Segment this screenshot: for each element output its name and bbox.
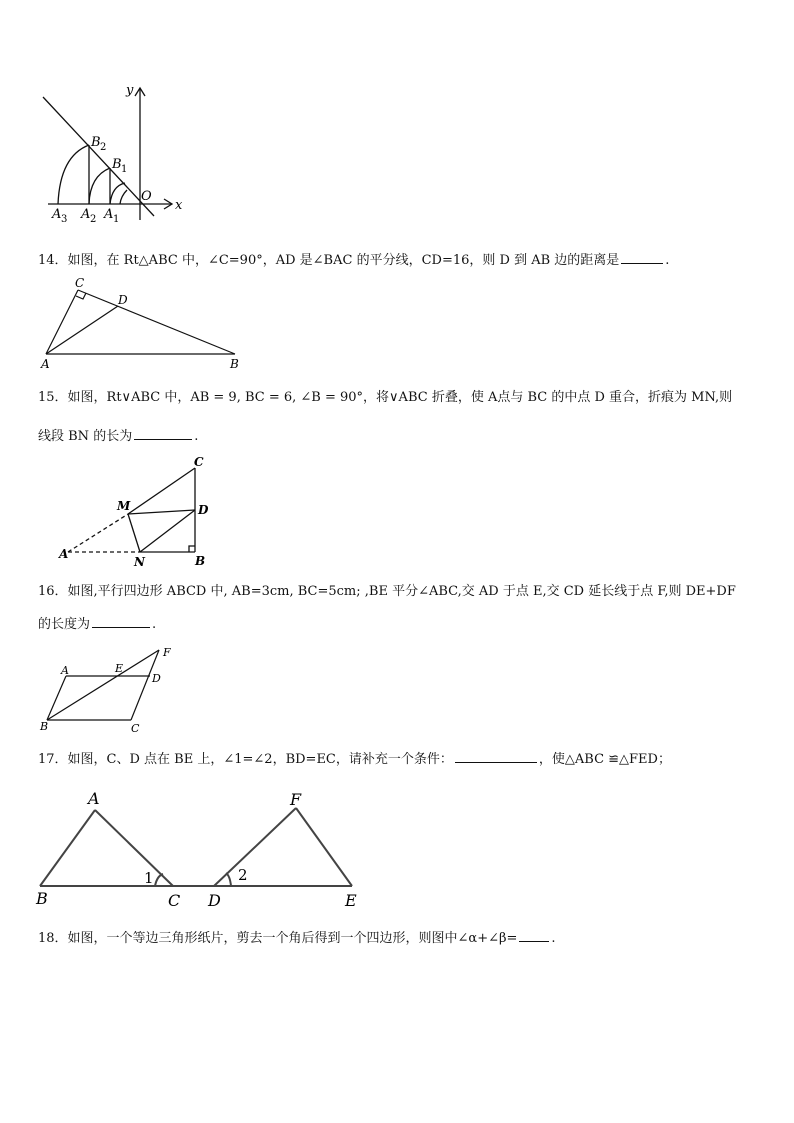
label-N: N [134, 555, 145, 569]
label-C: C [194, 455, 204, 469]
label-A2: A [81, 207, 91, 222]
label-E: E [345, 891, 357, 910]
label-B2: B [91, 135, 101, 150]
label-angle-1: 1 [144, 869, 154, 887]
label-D: D [208, 891, 221, 910]
label-B: B [36, 889, 48, 908]
label-A1: A [104, 207, 114, 222]
answer-blank-14[interactable] [621, 251, 663, 264]
label-D: D [198, 503, 209, 517]
label-C: C [131, 722, 140, 735]
figure-q14 [38, 274, 248, 374]
label-A: A [61, 664, 69, 677]
label-A3: A [52, 207, 62, 222]
label-C: C [75, 276, 85, 290]
answer-blank-16[interactable] [92, 615, 150, 628]
question-15-line2: 线段 BN 的长为 . [38, 429, 199, 444]
figure-q17 [34, 786, 364, 910]
label-B: B [40, 720, 49, 733]
label-C: C [168, 891, 181, 910]
question-14: 14．如图，在 Rt△ABC 中，∠C=90°，AD 是∠BAC 的平分线，CD=16，则 D 到 AB 边的距离是 . [38, 253, 670, 268]
label-angle-2: 2 [238, 866, 248, 884]
answer-blank-17[interactable] [455, 750, 537, 763]
question-14-text: 14．如图，在 Rt△ABC 中，∠C=90°，AD 是∠BAC 的平分线，CD=16，则 D 到 AB 边的距离是 [38, 253, 620, 268]
label-A: A [41, 357, 50, 371]
label-B1: B [112, 157, 122, 172]
label-x: x [175, 198, 183, 213]
label-A: A [88, 789, 100, 808]
question-18: 18．如图，一个等边三角形纸片，剪去一个角后得到一个四边形，则图中∠α+∠β= . [38, 931, 556, 946]
question-16-line2: 的长度为 . [38, 617, 157, 632]
label-B: B [195, 554, 206, 568]
label-F: F [290, 790, 302, 809]
label-B1-sub: 1 [121, 164, 128, 175]
question-17: 17．如图，C、D 点在 BE 上，∠1=∠2，BD=EC，请补充一个条件： ，使△ABC ≌△FED； [38, 752, 671, 767]
figure-q13 [38, 80, 198, 230]
answer-blank-15[interactable] [134, 427, 192, 440]
label-B2-sub: 2 [100, 142, 107, 153]
label-M: M [117, 499, 131, 513]
label-F: F [163, 646, 171, 659]
label-A1-sub: 1 [113, 214, 120, 225]
figure-q16 [38, 644, 188, 738]
label-O: O [141, 189, 152, 204]
label-D: D [118, 293, 128, 307]
label-y: y [126, 83, 134, 98]
question-16-line1: 16．如图,平行四边形 ABCD 中, AB=3cm, BC=5cm; ,BE 平分∠ABC,交 AD 于点 E,交 CD 延长线于点 F,则 DE+DF [38, 584, 736, 599]
label-E: E [115, 662, 124, 675]
label-A3-sub: 3 [61, 214, 68, 225]
question-15-line1: 15．如图，Rt∨ABC 中，AB = 9, BC = 6, ∠B = 90°，将∨ABC 折叠，使 A点与 BC 的中点 D 重合，折痕为 MN,则 [38, 390, 733, 405]
answer-blank-18[interactable] [519, 929, 549, 942]
figure-q15 [56, 452, 216, 570]
label-A2-sub: 2 [90, 214, 97, 225]
label-D: D [152, 672, 161, 685]
label-A: A [59, 547, 69, 561]
label-B: B [230, 357, 239, 371]
